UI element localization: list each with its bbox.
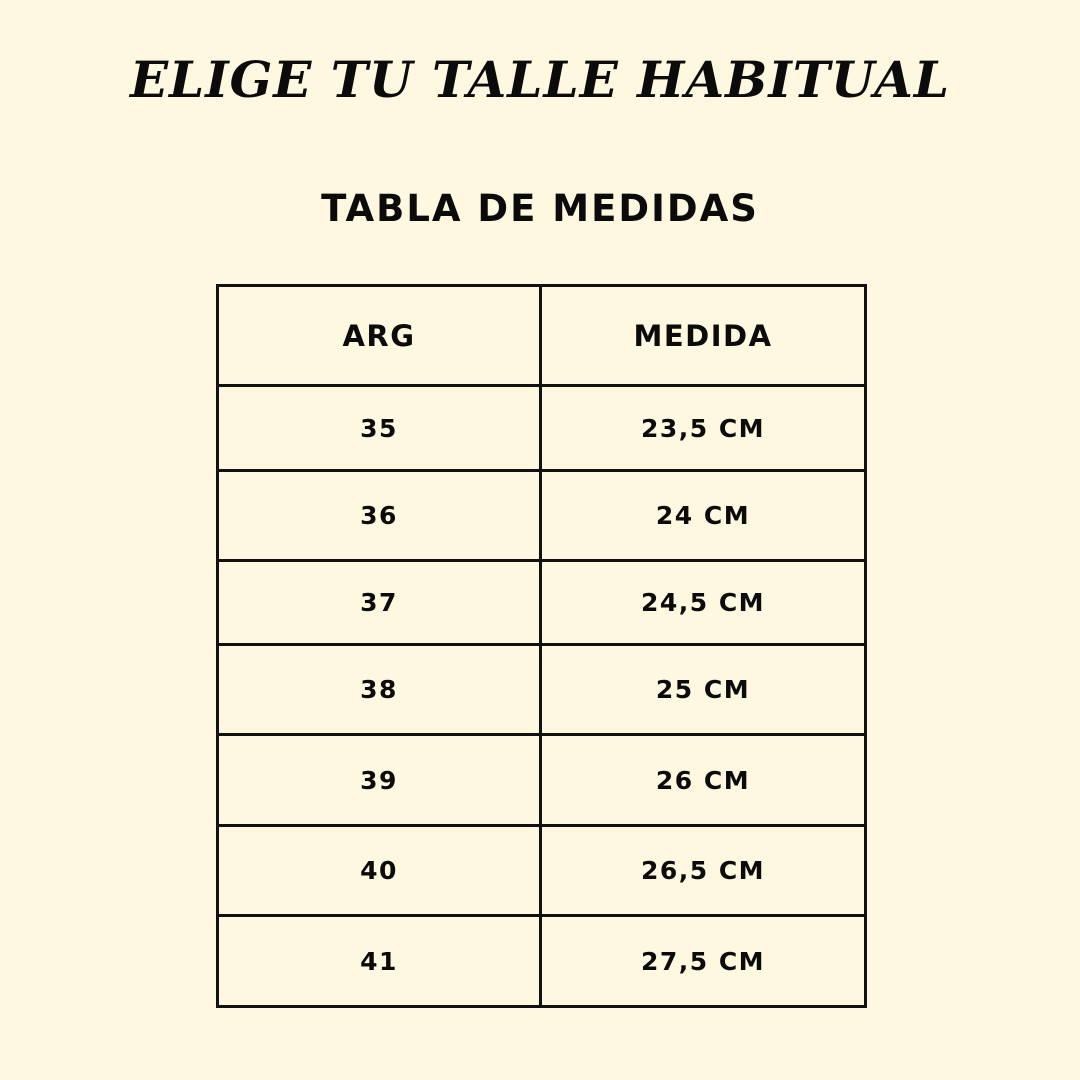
medida-cell: 24 CM	[541, 471, 866, 561]
arg-cell: 36	[218, 471, 541, 561]
arg-cell: 41	[218, 916, 541, 1007]
arg-cell: 37	[218, 561, 541, 645]
table-row	[218, 561, 866, 645]
table-title: TABLA DE MEDIDAS	[321, 187, 759, 230]
table-row	[218, 471, 866, 561]
medida-cell: 24,5 CM	[541, 561, 866, 645]
arg-cell: 38	[218, 645, 541, 735]
headline: ELIGE TU TALLE HABITUAL	[129, 50, 951, 109]
medida-cell: 26,5 CM	[541, 826, 866, 916]
table-header-row	[218, 286, 866, 386]
size-table	[216, 284, 867, 1008]
table-row	[218, 916, 866, 1007]
table-row	[218, 826, 866, 916]
medida-cell: 25 CM	[541, 645, 866, 735]
column-header-arg: ARG	[218, 286, 541, 386]
arg-cell: 40	[218, 826, 541, 916]
table-row	[218, 735, 866, 826]
medida-cell: 26 CM	[541, 735, 866, 826]
column-header-medida: MEDIDA	[541, 286, 866, 386]
medida-cell: 23,5 CM	[541, 386, 866, 471]
arg-cell: 35	[218, 386, 541, 471]
table-row	[218, 386, 866, 471]
table-row	[218, 645, 866, 735]
arg-cell: 39	[218, 735, 541, 826]
medida-cell: 27,5 CM	[541, 916, 866, 1007]
